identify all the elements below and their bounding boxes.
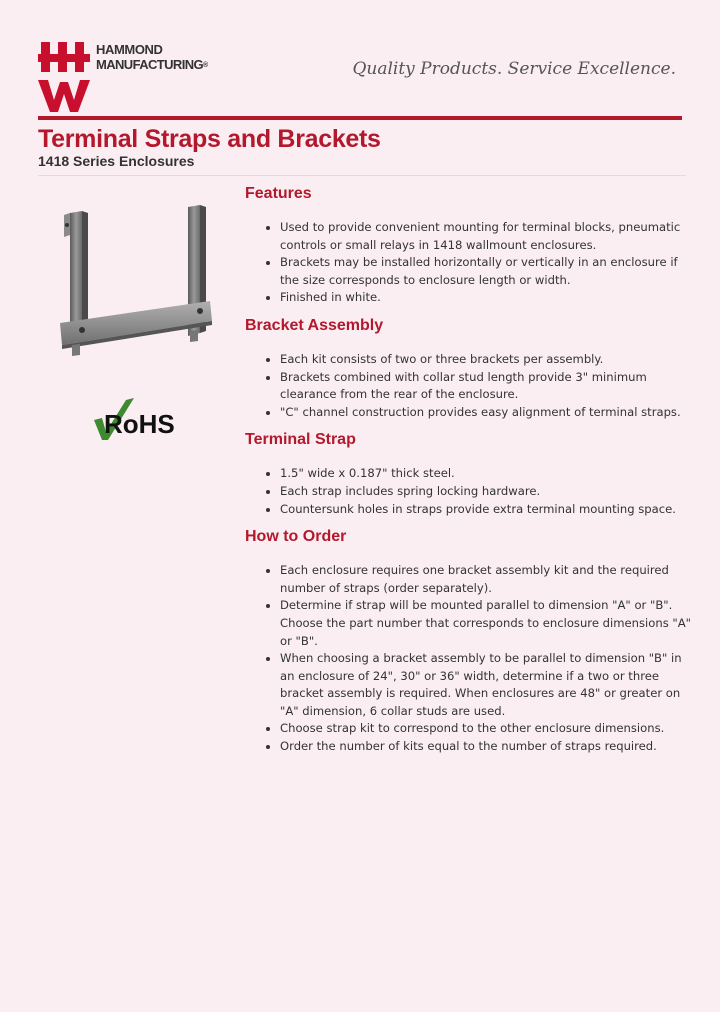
list-item: • When choosing a bracket assembly to be parallel to dimension "B" in an enclosure of 24", 30" or 36" width, determine if a two or three bracket assembly is required. When enclosures are 48" or greater on "A" dimension, 6 collar studs are used. bbox=[280, 650, 695, 720]
brand-line2: MANUFACTURING bbox=[96, 57, 204, 72]
list-item: • Order the number of kits equal to the number of straps required. bbox=[280, 738, 695, 756]
section-heading: How to Order bbox=[245, 528, 347, 546]
content-column bbox=[245, 183, 695, 758]
list-item: • Each kit consists of two or three brackets per assembly. bbox=[280, 351, 695, 369]
list-item: • Brackets may be installed horizontally or vertically in an enclosure if the size corresponds to enclosure length or width. bbox=[280, 254, 695, 289]
section-heading: Features bbox=[245, 185, 312, 202]
rohs-text: RoHS bbox=[104, 409, 175, 439]
page-title: Terminal Straps and Brackets bbox=[38, 125, 381, 153]
bullet-list bbox=[245, 219, 695, 307]
list-item: • Determine if strap will be mounted parallel to dimension "A" or "B". Choose the part number that corresponds to enclosure dimensions "A" or "B". bbox=[280, 597, 695, 650]
rohs-badge bbox=[92, 396, 188, 442]
list-item: • Countersunk holes in straps provide extra terminal mounting space. bbox=[280, 501, 695, 519]
list-item: • Finished in white. bbox=[280, 289, 695, 307]
list-item: • Brackets combined with collar stud length provide 3" minimum clearance from the rear of the enclosure. bbox=[280, 369, 695, 404]
section-features bbox=[245, 183, 695, 307]
section-terminal-strap bbox=[245, 429, 695, 518]
bullet-list bbox=[245, 351, 695, 421]
brand-name bbox=[96, 42, 208, 73]
header-divider bbox=[38, 116, 682, 120]
registered-mark: ® bbox=[203, 62, 208, 70]
section-heading: Bracket Assembly bbox=[245, 316, 384, 334]
list-item: • Each strap includes spring locking hardware. bbox=[280, 483, 695, 501]
brand-line1: HAMMOND bbox=[96, 42, 163, 57]
list-item: • Used to provide convenient mounting for terminal blocks, pneumatic controls or small relays in 1418 wallmount enclosures. bbox=[280, 219, 695, 254]
section-bracket-assembly bbox=[245, 315, 695, 421]
hammond-logo-icon bbox=[38, 42, 90, 112]
list-item: • 1.5" wide x 0.187" thick steel. bbox=[280, 465, 695, 483]
tagline: Quality Products. Service Excellence. bbox=[352, 59, 676, 79]
list-item: • Each enclosure requires one bracket assembly kit and the required number of straps (order separately). bbox=[280, 562, 695, 597]
section-heading: Terminal Strap bbox=[245, 431, 356, 449]
title-divider bbox=[38, 175, 686, 176]
list-item: • Choose strap kit to correspond to the other enclosure dimensions. bbox=[280, 720, 695, 738]
bullet-list bbox=[245, 562, 695, 756]
list-item: • "C" channel construction provides easy alignment of terminal straps. bbox=[280, 404, 695, 422]
page-subtitle: 1418 Series Enclosures bbox=[38, 153, 195, 169]
bullet-list bbox=[245, 465, 695, 518]
bracket-assembly-image bbox=[60, 205, 220, 360]
section-how-to-order bbox=[245, 526, 695, 756]
